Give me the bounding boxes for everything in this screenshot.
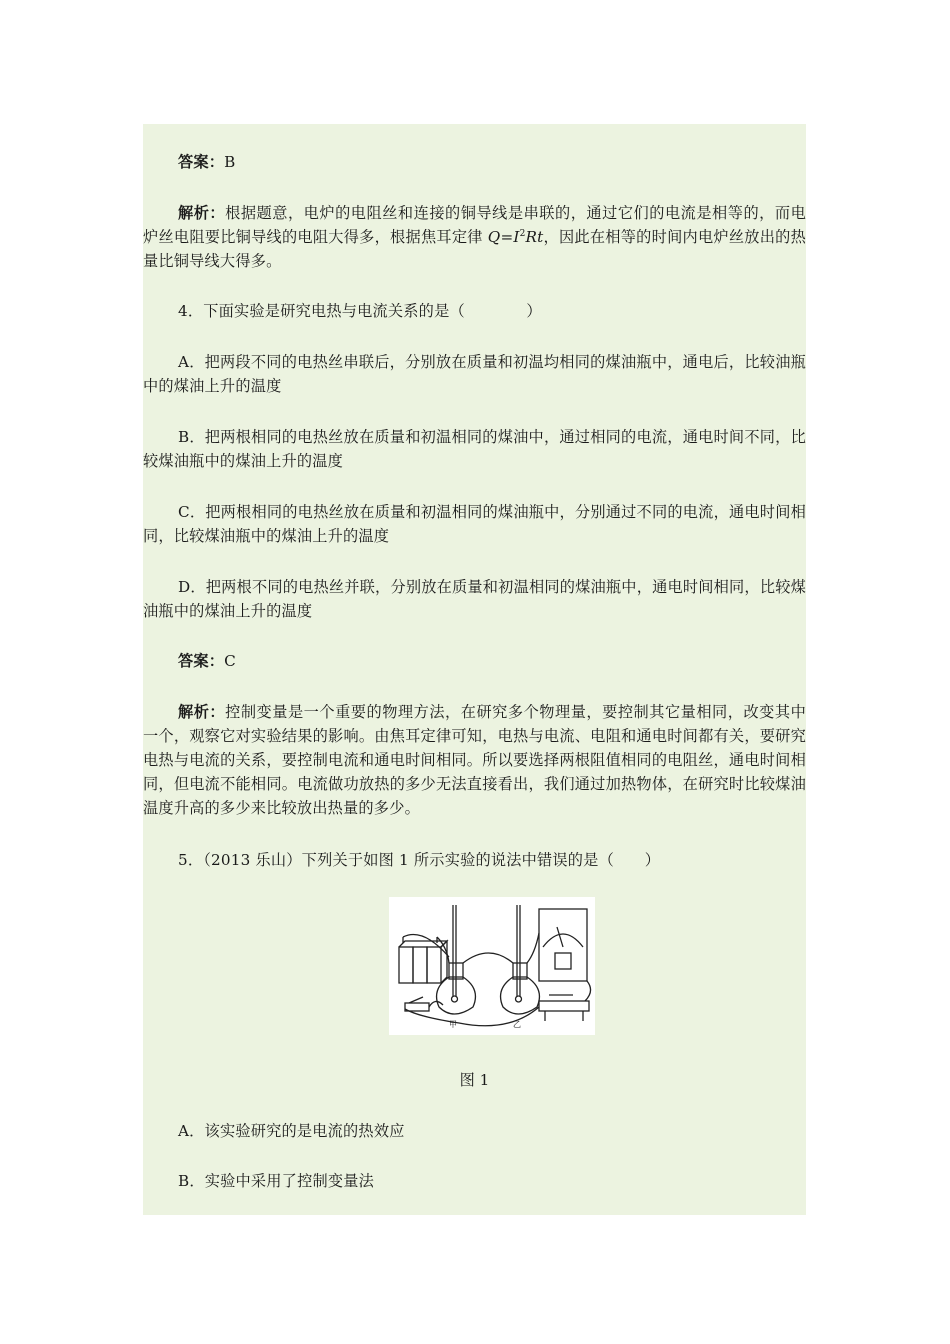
analysis-text: 控制变量是一个重要的物理方法，在研究多个物理量，要控制其它量相同，改变其中一个，观察它对实验结果的影响。由焦耳定律可知，电热与电流、电阻和通电时间都有关，要研究电热与电流的关系，要控制电流和通电时间相同。所以要选择两根阻值相同的电阻丝，通电时间相同，但电流不能相同。电流做功放热的多少无法直接看出，我们通过加热物体，在研究时比较煤油温度升高的多少来比较放出热量的多少。 [143,703,806,817]
figure-caption: 图 1 [459,1071,490,1089]
q4-analysis [143,700,806,820]
analysis-label: 解析： [178,703,226,721]
q4-option-a: A．把两段不同的电热丝串联后，分别放在质量和初温均相同的煤油瓶中，通电后，比较油瓶中的煤油上升的温度 [143,353,806,395]
switch [405,1003,429,1011]
q3-answer [143,150,806,174]
battery-cell [413,947,427,983]
experiment-figure [389,897,595,1035]
q5-question: 5．（2013 乐山）下列关于如图 1 所示实验的说法中错误的是（ ） [178,851,661,869]
flask-label-b: 乙 [513,1020,521,1029]
analysis-text: 根据题意，电炉的电阻丝和连接的铜导线是串联的，通过它们的电流是相等的，而电炉丝电阻要比铜导线的电阻大得多，根据焦耳定律 [143,204,806,246]
q4-option-b: B．把两根相同的电热丝放在质量和初温相同的煤油中，通过相同的电流，通电时间不同，比较煤油瓶中的煤油上升的温度 [143,428,806,470]
formula-rt: Rt [525,228,544,246]
q4-option-c: C．把两根相同的电热丝放在质量和初温相同的煤油瓶中，分别通过不同的电流，通电时间相同，比较煤油瓶中的煤油上升的温度 [143,503,806,545]
formula-eq: = [500,228,514,246]
q5-option-b: B．实验中采用了控制变量法 [178,1172,375,1190]
answer-value: B [224,153,236,171]
q4-option-d: D．把两根不同的电热丝并联，分别放在质量和初温相同的煤油瓶中，通电时间相同，比较煤油瓶中的煤油上升的温度 [143,578,806,620]
flask-label-a: 甲 [449,1020,457,1029]
answer-label: 答案： [178,652,225,670]
answer-value: C [224,652,236,670]
q4-question: 4．下面实验是研究电热与电流关系的是（ ） [178,302,542,320]
formula-i: I [513,228,520,246]
formula-sup: 2 [519,228,526,239]
rheostat [539,1001,589,1011]
analysis-label: 解析： [178,204,226,222]
formula-q: Q [487,228,501,246]
battery-cell [427,947,441,983]
q3-analysis [143,201,806,273]
q4-answer [143,649,806,673]
q5-option-a: A．该实验研究的是电流的热效应 [178,1122,405,1140]
content-panel [143,124,806,1215]
analysis-text-2: ，因此在相等的时间内电炉丝放出的热量比铜导线大得多。 [143,228,806,270]
answer-label: 答案： [178,153,225,171]
circuit-diagram [389,897,595,1035]
battery-cell [399,947,413,983]
